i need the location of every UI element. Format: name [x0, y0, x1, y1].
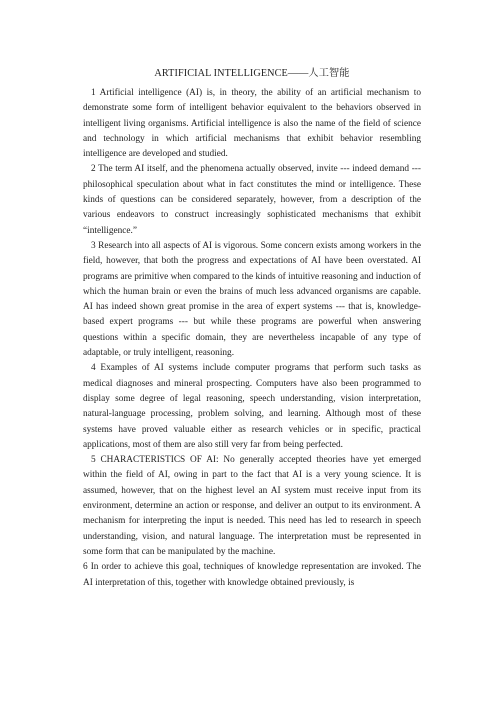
document-body: [83, 67, 421, 591]
document-title: ARTIFICIAL INTELLIGENCE——人工智能: [154, 68, 350, 79]
paragraph-2: 2 The term AI itself, and the phenomena actually observed, invite --- indeed demand --- philosophical speculation about what in fact constitutes the mind or intelligence. These kinds of questions can be considered separately, however, from a description of the various endeavors to construct increasingly sophisticated mechanisms that exhibit “intelligence.”: [83, 164, 421, 236]
paragraph-5: 5 CHARACTERISTICS OF AI: No generally accepted theories have yet emerged within the field of AI, owing in part to the fact that AI is a very young science. It is assumed, however, that on the highest level an AI system must receive input from its environment, determine an action or response, and deliver an output to its environment. A mechanism for interpreting the input is needed. This need has led to research in speech understanding, vision, and natural language. The interpretation must be represented in some form that can be manipulated by the machine.: [83, 455, 421, 557]
paragraph-4: 4 Examples of AI systems include computer programs that perform such tasks as medical diagnoses and mineral prospecting. Computers have also been programmed to display some degree of legal reasoning, speech understanding, vision interpretation, natural-language processing, problem solving, and learning. Although most of these systems have proved valuable either as research vehicles or in specific, practical applications, most of them are also still very far from being perfected.: [83, 363, 421, 450]
paragraph-6: 6 In order to achieve this goal, techniques of knowledge representation are invoked. The AI interpretation of this, together with knowledge obtained previously, is: [83, 562, 421, 588]
paragraph-3: 3 Research into all aspects of AI is vigorous. Some concern exists among workers in the field, however, that both the progress and expectations of AI have been overstated. AI programs are primitive when compared to the kinds of intuitive reasoning and induction of which the human brain or even the brains of much less advanced organisms are capable. AI has indeed shown great promise in the area of expert systems --- that is, knowledge-based expert programs --- but while these programs are powerful when answering questions within a specific domain, they are nevertheless incapable of any type of adaptable, or truly intelligent, reasoning.: [83, 240, 421, 359]
paragraph-1: 1 Artificial intelligence (AI) is, in theory, the ability of an artificial mechanism to demonstrate some form of intelligent behavior equivalent to the behaviors observed in intelligent living organisms. Artificial intelligence is also the name of the field of science and technology in which artificial mechanisms that exhibit behavior resembling intelligence are developed and studied.: [83, 88, 421, 160]
